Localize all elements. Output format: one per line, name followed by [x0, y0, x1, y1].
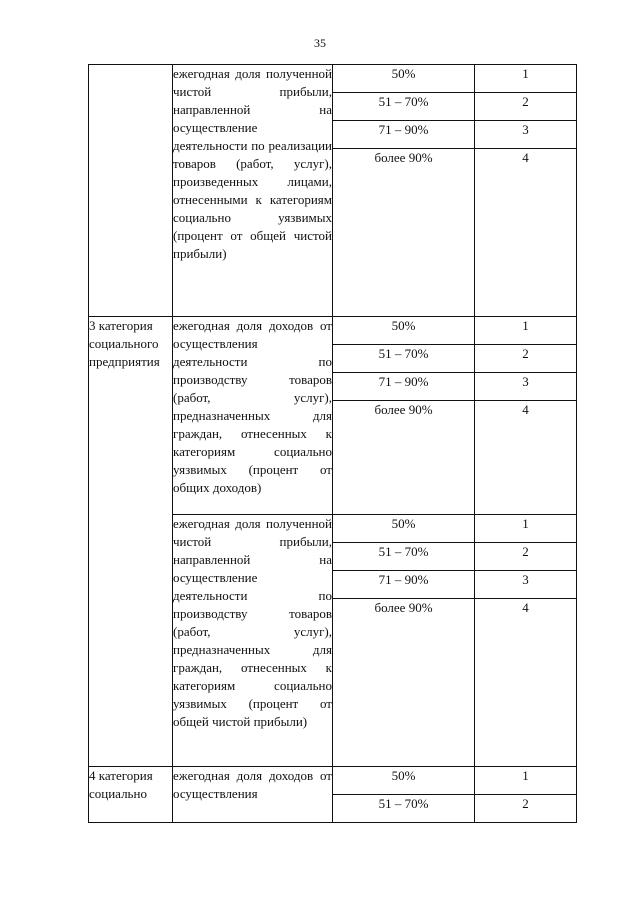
score-cell: 1 [475, 65, 577, 93]
score-cell: 2 [475, 543, 577, 571]
score-cell: 2 [475, 93, 577, 121]
criteria-table [88, 64, 577, 823]
range-cell: 50% [333, 65, 475, 93]
range-cell: 71 – 90% [333, 571, 475, 599]
score-cell: 2 [475, 795, 577, 823]
score-cell: 3 [475, 571, 577, 599]
range-cell: 51 – 70% [333, 93, 475, 121]
range-cell: 51 – 70% [333, 345, 475, 373]
score-cell: 3 [475, 121, 577, 149]
criterion-description: ежегодная доля полученной чистой прибыли, направленной на осуществление деятельности по реализации товаров (работ, услуг), произведенных лицами, отнесенными к категориям социально уязвимых (процент от общей чистой прибыли) [173, 65, 333, 317]
score-cell: 3 [475, 373, 577, 401]
score-cell: 2 [475, 345, 577, 373]
category-cell: 3 категория социального предприятия [89, 317, 173, 767]
score-cell: 4 [475, 401, 577, 515]
score-cell: 1 [475, 767, 577, 795]
range-cell: более 90% [333, 149, 475, 317]
score-cell: 4 [475, 599, 577, 767]
criterion-description: ежегодная доля полученной чистой прибыли, направленной на осуществление деятельности по производству товаров (работ, услуг), предназначенных для граждан, отнесенных к категориям социально уязвимых (процент от общей чистой прибыли) [173, 515, 333, 767]
criterion-description: ежегодная доля доходов от осуществления [173, 767, 333, 823]
range-cell: 71 – 90% [333, 121, 475, 149]
range-cell: 50% [333, 515, 475, 543]
range-cell: 50% [333, 767, 475, 795]
category-cell [89, 65, 173, 317]
criterion-description: ежегодная доля доходов от осуществления деятельности по производству товаров (работ, услуг), предназначенных для граждан, отнесенных к категориям социально уязвимых (процент от общих доходов) [173, 317, 333, 515]
range-cell: 71 – 90% [333, 373, 475, 401]
range-cell: 51 – 70% [333, 795, 475, 823]
range-cell: более 90% [333, 599, 475, 767]
page-number: 35 [314, 36, 326, 50]
score-cell: 1 [475, 317, 577, 345]
score-cell: 1 [475, 515, 577, 543]
range-cell: 51 – 70% [333, 543, 475, 571]
category-cell: 4 категория социально [89, 767, 173, 823]
range-cell: более 90% [333, 401, 475, 515]
range-cell: 50% [333, 317, 475, 345]
score-cell: 4 [475, 149, 577, 317]
